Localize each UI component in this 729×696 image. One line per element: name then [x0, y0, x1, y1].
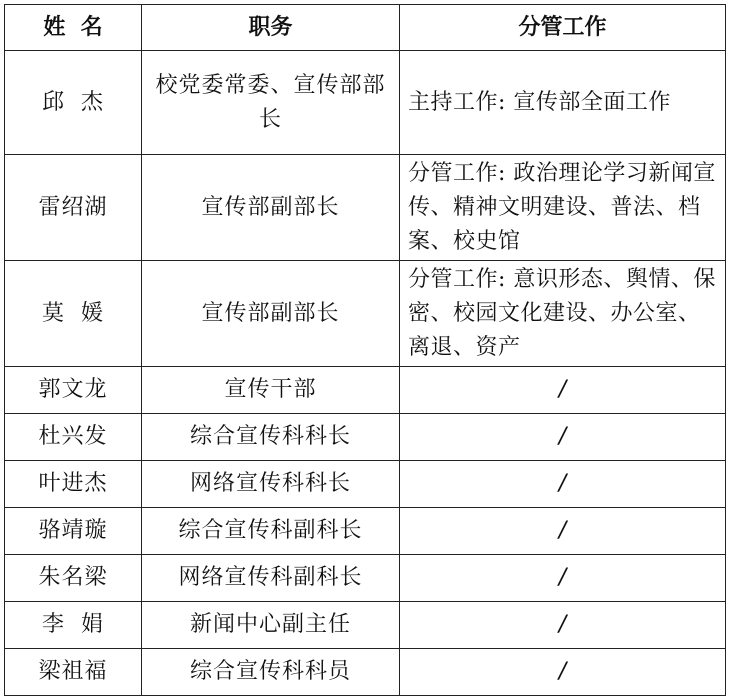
name-cell: 叶进杰 — [5, 461, 142, 508]
name-cell: 骆靖璇 — [5, 508, 142, 555]
work-cell: / — [400, 555, 726, 602]
work-cell: / — [400, 602, 726, 649]
table-row — [5, 461, 726, 508]
staff-table — [4, 4, 726, 696]
position-cell: 综合宣传科科员 — [142, 649, 400, 696]
position-cell: 综合宣传科科长 — [142, 414, 400, 461]
work-cell: 分管工作: 政治理论学习新闻宣传、精神文明建设、普法、档案、校史馆 — [400, 155, 726, 261]
position-cell: 校党委常委、宣传部部长 — [142, 51, 400, 155]
work-cell: / — [400, 367, 726, 414]
name-cell: 郭文龙 — [5, 367, 142, 414]
header-position: 职务 — [142, 5, 400, 51]
name-cell: 梁祖福 — [5, 649, 142, 696]
name-cell: 邱 杰 — [5, 51, 142, 155]
table-row — [5, 261, 726, 367]
table-row — [5, 649, 726, 696]
position-cell: 新闻中心副主任 — [142, 602, 400, 649]
header-work: 分管工作 — [400, 5, 726, 51]
position-cell: 网络宣传科科长 — [142, 461, 400, 508]
header-row — [5, 5, 726, 51]
name-cell: 李 娟 — [5, 602, 142, 649]
header-name: 姓 名 — [5, 5, 142, 51]
table-row — [5, 367, 726, 414]
work-cell: 主持工作: 宣传部全面工作 — [400, 51, 726, 155]
work-cell: / — [400, 461, 726, 508]
table-row — [5, 414, 726, 461]
position-cell: 综合宣传科副科长 — [142, 508, 400, 555]
table-row — [5, 155, 726, 261]
table-row — [5, 602, 726, 649]
name-cell: 雷绍湖 — [5, 155, 142, 261]
position-cell: 宣传部副部长 — [142, 155, 400, 261]
table-row — [5, 555, 726, 602]
table-row — [5, 51, 726, 155]
name-cell: 朱名梁 — [5, 555, 142, 602]
work-cell: / — [400, 414, 726, 461]
work-cell: / — [400, 649, 726, 696]
name-cell: 莫 媛 — [5, 261, 142, 367]
position-cell: 宣传部副部长 — [142, 261, 400, 367]
position-cell: 网络宣传科副科长 — [142, 555, 400, 602]
work-cell: 分管工作: 意识形态、舆情、保密、校园文化建设、办公室、离退、资产 — [400, 261, 726, 367]
name-cell: 杜兴发 — [5, 414, 142, 461]
table-row — [5, 508, 726, 555]
position-cell: 宣传干部 — [142, 367, 400, 414]
work-cell: / — [400, 508, 726, 555]
